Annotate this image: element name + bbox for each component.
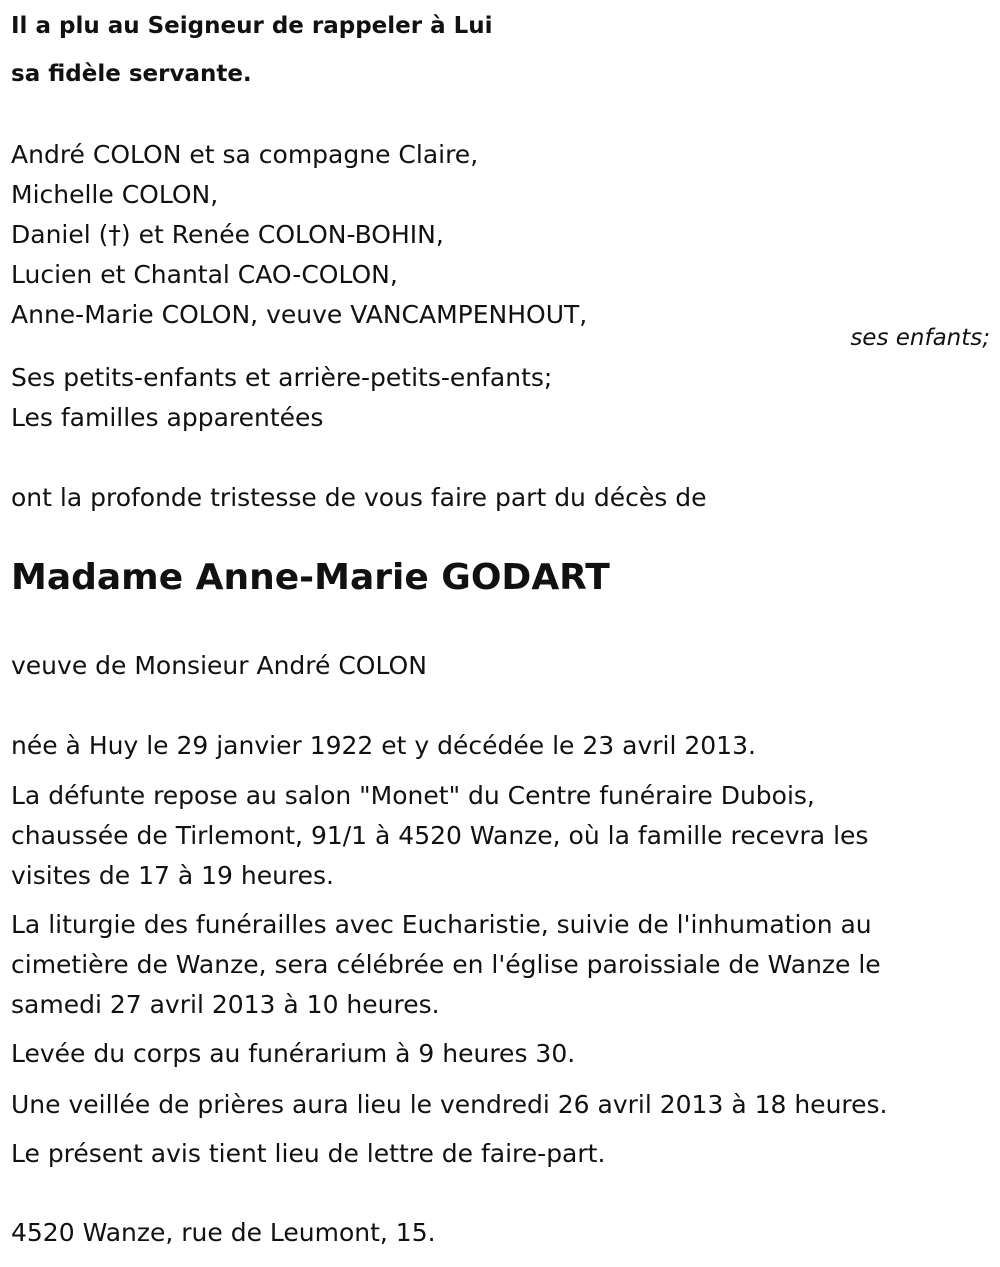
vigil-line: Une veillée de prières aura lieu le vendredi 26 avril 2013 à 18 heures. (11, 1090, 888, 1119)
family-line-3: Daniel (†) et Renée COLON-BOHIN, (11, 220, 444, 249)
rest-line-1: La défunte repose au salon "Monet" du Centre funéraire Dubois, (11, 781, 815, 810)
intro-line-2: sa fidèle servante. (11, 61, 252, 87)
rest-line-3: visites de 17 à 19 heures. (11, 861, 334, 890)
removal-line: Levée du corps au funérarium à 9 heures 30. (11, 1039, 576, 1068)
liturgy-line-1: La liturgie des funérailles avec Eucharistie, suivie de l'inhumation au (11, 910, 872, 939)
family-line-2: Michelle COLON, (11, 180, 219, 209)
intro-line-1: Il a plu au Seigneur de rappeler à Lui (11, 13, 493, 39)
liturgy-line-2: cimetière de Wanze, sera célébrée en l'église paroissiale de Wanze le (11, 950, 881, 979)
announcement-line: ont la profonde tristesse de vous faire part du décès de (11, 483, 707, 512)
family-line-1: André COLON et sa compagne Claire, (11, 140, 479, 169)
family-line-4: Lucien et Chantal CAO-COLON, (11, 260, 398, 289)
address-line: 4520 Wanze, rue de Leumont, 15. (11, 1218, 436, 1247)
deceased-name: Madame Anne-Marie GODART (11, 557, 610, 598)
family-line-5: Anne-Marie COLON, veuve VANCAMPENHOUT, (11, 300, 588, 329)
liturgy-line-3: samedi 27 avril 2013 à 10 heures. (11, 990, 440, 1019)
grandchildren-line: Ses petits-enfants et arrière-petits-enfants; (11, 363, 553, 392)
notice-line: Le présent avis tient lieu de lettre de faire-part. (11, 1139, 606, 1168)
relatives-line: Les familles apparentées (11, 403, 324, 432)
dates-line: née à Huy le 29 janvier 1922 et y décédée le 23 avril 2013. (11, 731, 756, 760)
rest-line-2: chaussée de Tirlemont, 91/1 à 4520 Wanze, où la famille recevra les (11, 821, 869, 850)
widow-of-line: veuve de Monsieur André COLON (11, 651, 427, 680)
children-label: ses enfants; (850, 325, 990, 351)
